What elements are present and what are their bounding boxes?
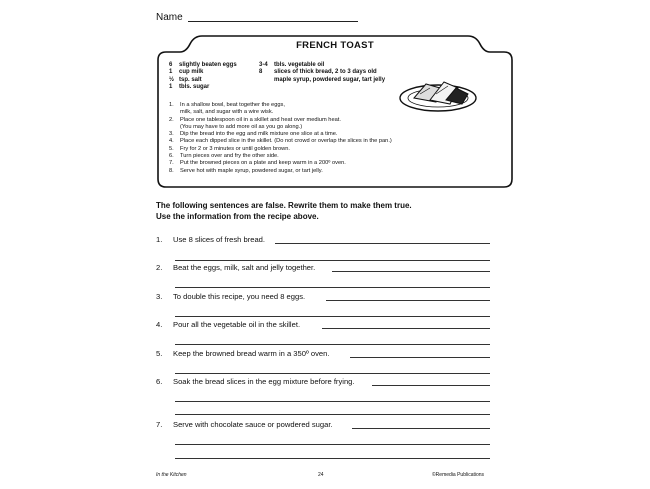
question-6: 6. Soak the bread slices in the egg mixture before frying. bbox=[156, 377, 355, 386]
answer-line[interactable] bbox=[372, 385, 490, 386]
question-2: 2. Beat the eggs, milk, salt and jelly together. bbox=[156, 263, 316, 272]
answer-line[interactable] bbox=[175, 373, 490, 374]
ingredient-row: 1 cup milk bbox=[169, 69, 204, 76]
step-row: 4. Place each dipped slice in the skillet. (Do not crowd or overlap the slices in the pan.) bbox=[169, 138, 392, 145]
answer-line[interactable] bbox=[175, 458, 490, 459]
answer-line[interactable] bbox=[326, 300, 490, 301]
answer-line[interactable] bbox=[175, 401, 490, 402]
answer-line[interactable] bbox=[175, 344, 490, 345]
name-field[interactable] bbox=[188, 21, 358, 22]
french-toast-plate-icon bbox=[396, 74, 478, 114]
step-row: 8. Serve hot with maple syrup, powdered sugar, or tart jelly. bbox=[169, 167, 323, 174]
step-row: 5. Fry for 2 or 3 minutes or until golden brown. bbox=[169, 145, 291, 152]
step-row: 3. Dip the bread into the egg and milk mixture one slice at a time. bbox=[169, 131, 338, 138]
instructions bbox=[156, 201, 412, 222]
question-4: 4. Pour all the vegetable oil in the skillet. bbox=[156, 320, 301, 329]
ingredient-row: 3-4 tbls. vegetable oil bbox=[259, 62, 325, 68]
answer-line[interactable] bbox=[175, 444, 490, 445]
step-row: milk, salt, and sugar with a wire wisk. bbox=[180, 109, 274, 116]
step-row: 7. Put the browned pieces on a plate and keep warm in a 200º oven. bbox=[169, 160, 346, 167]
answer-line[interactable] bbox=[352, 428, 490, 429]
answer-line[interactable] bbox=[175, 316, 490, 317]
recipe-title: FRENCH TOAST bbox=[296, 40, 374, 51]
footer-page-number: 24 bbox=[318, 472, 324, 478]
step-row: 2. Place one tablespoon oil in a skillet and heat over medium heat. bbox=[169, 116, 341, 123]
recipe-steps bbox=[169, 102, 392, 175]
answer-line[interactable] bbox=[350, 357, 490, 358]
answer-line[interactable] bbox=[175, 414, 490, 415]
ingredient-row: 8 slices of thick bread, 2 to 3 days old bbox=[259, 69, 377, 76]
ingredient-row: 6 slightly beaten eggs bbox=[169, 62, 237, 68]
step-row: 1. In a shallow bowl, beat together the eggs, bbox=[169, 102, 285, 108]
instructions-line-2: Use the information from the recipe above. bbox=[156, 211, 319, 221]
answer-line[interactable] bbox=[332, 271, 490, 272]
answer-line[interactable] bbox=[275, 243, 490, 244]
step-row: 6. Turn pieces over and fry the other side. bbox=[169, 153, 279, 160]
name-label: Name bbox=[156, 12, 183, 23]
ingredient-row: ½ tsp. salt bbox=[169, 76, 202, 83]
question-5: 5. Keep the browned bread warm in a 350º oven. bbox=[156, 349, 330, 358]
instructions-line-1: The following sentences are false. Rewrite them to make them true. bbox=[156, 201, 412, 210]
ingredient-row: maple syrup, powdered sugar, tart jelly bbox=[274, 76, 386, 83]
recipe-card bbox=[156, 34, 514, 189]
question-3: 3. To double this recipe, you need 8 eggs. bbox=[156, 292, 306, 301]
question-7: 7. Serve with chocolate sauce or powdered sugar. bbox=[156, 420, 333, 429]
answer-line[interactable] bbox=[175, 260, 490, 261]
ingredient-row: 1 tbls. sugar bbox=[169, 84, 210, 91]
answer-line[interactable] bbox=[322, 328, 490, 329]
ingredients-left bbox=[169, 62, 237, 92]
question-1: 1. Use 8 slices of fresh bread. bbox=[156, 235, 266, 244]
footer-publisher: ©Remedia Publications bbox=[432, 472, 485, 478]
footer-book-title: In the Kitchen bbox=[156, 472, 187, 478]
step-row: (You may have to add more oil as you go along.) bbox=[180, 123, 303, 130]
ingredients-right bbox=[259, 62, 385, 84]
answer-line[interactable] bbox=[175, 287, 490, 288]
